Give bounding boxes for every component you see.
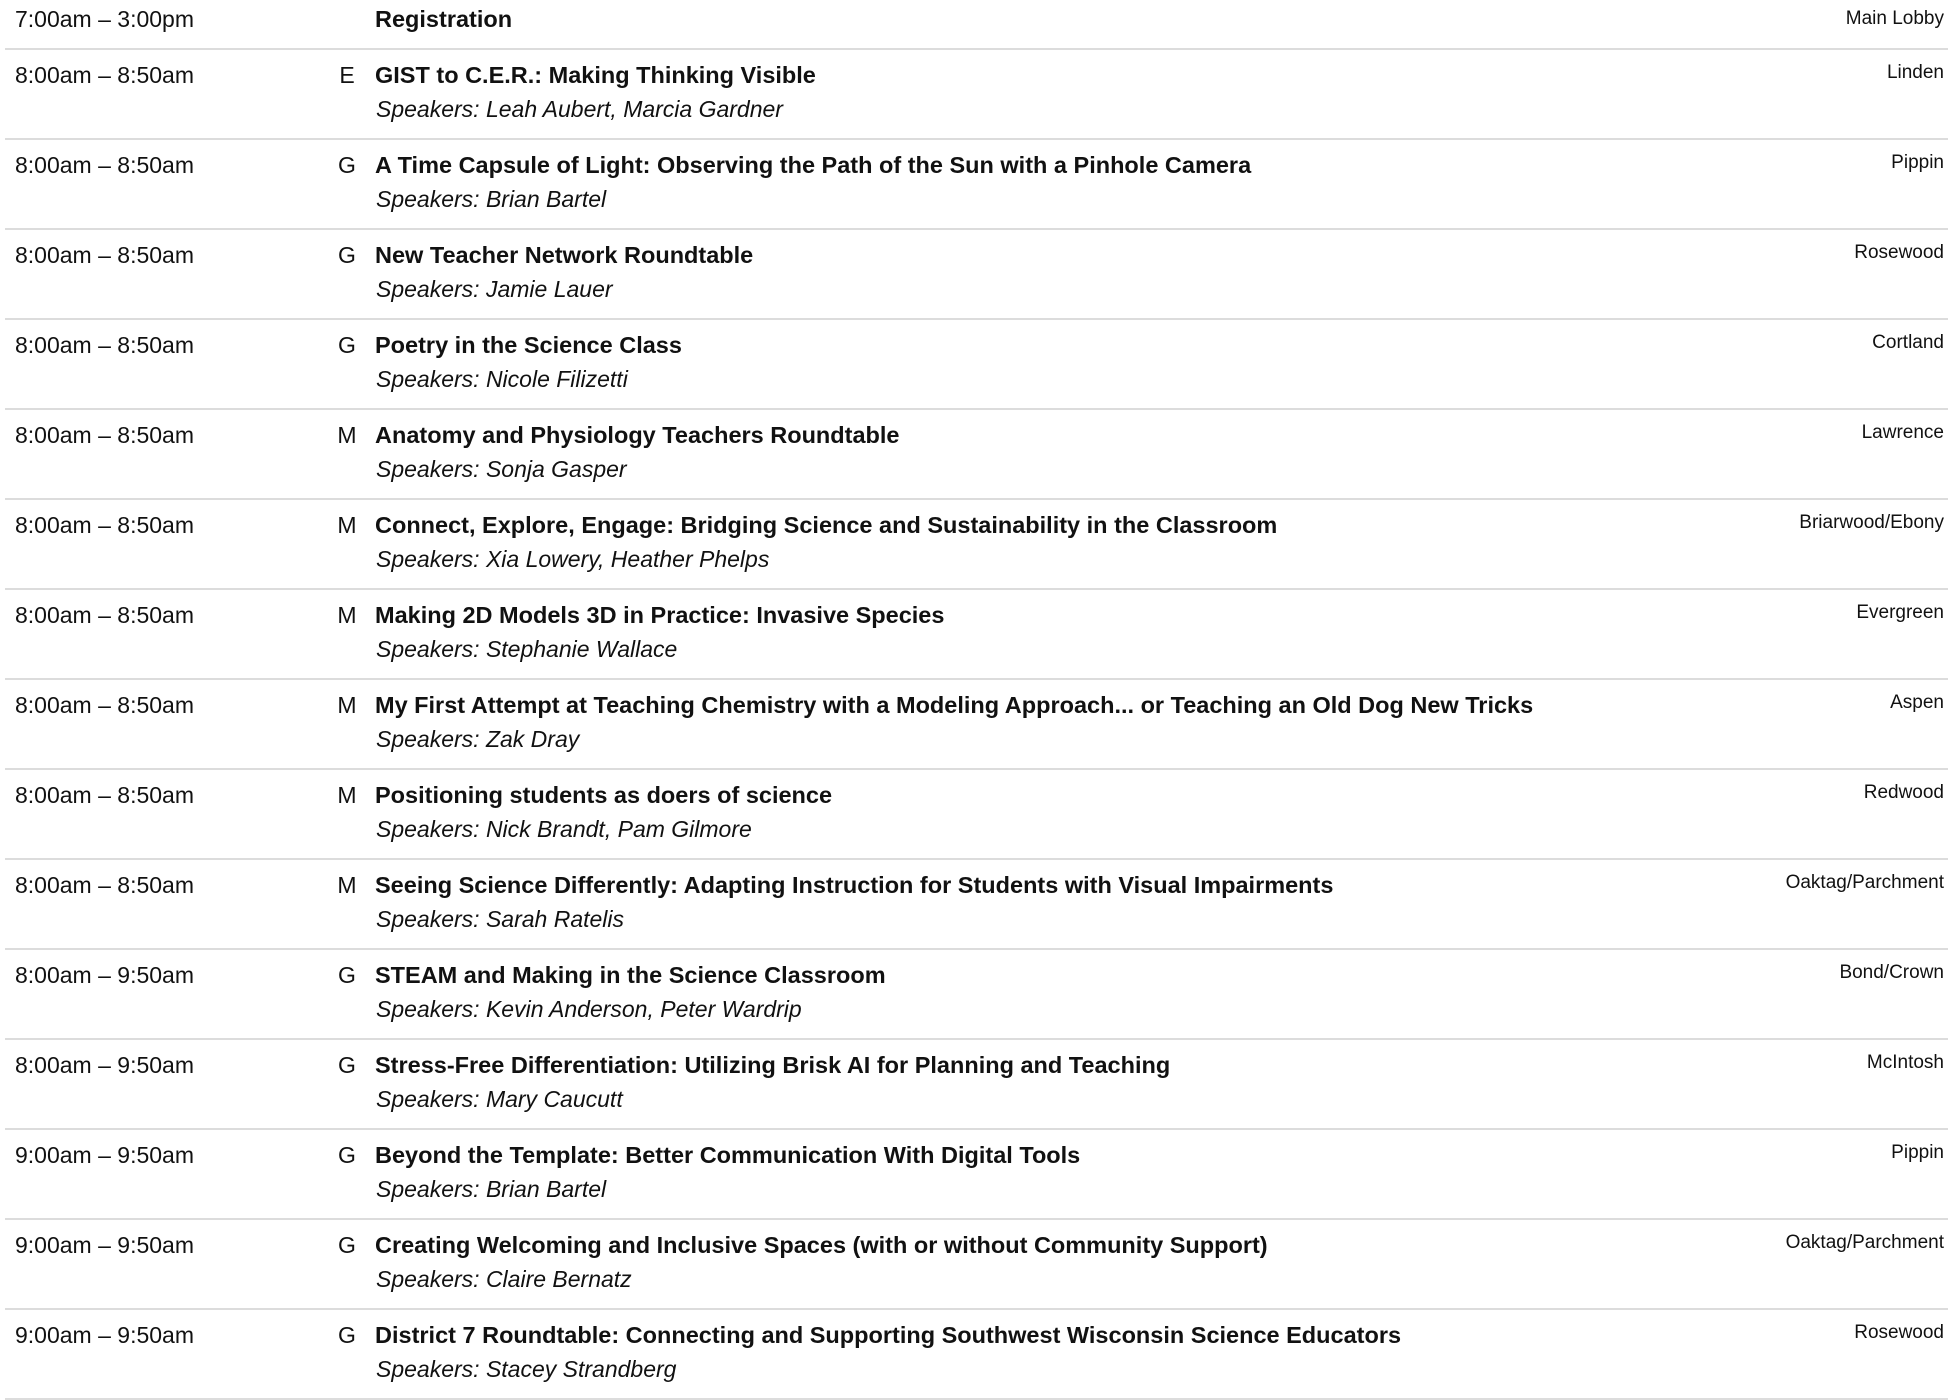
session-speakers: Speakers: Stephanie Wallace	[376, 636, 678, 662]
session-row[interactable]	[5, 410, 1948, 500]
session-title[interactable]: Stress-Free Differentiation: Utilizing Brisk AI for Planning and Teaching	[375, 1052, 1171, 1078]
session-row[interactable]	[5, 1130, 1948, 1220]
session-title[interactable]: Registration	[375, 6, 513, 32]
session-level: G	[338, 242, 356, 268]
session-row[interactable]	[5, 1220, 1948, 1310]
session-level: M	[337, 872, 357, 898]
session-room: Lawrence	[1861, 422, 1944, 443]
session-room: Aspen	[1890, 692, 1944, 713]
session-speakers: Speakers: Brian Bartel	[376, 1176, 607, 1202]
session-room: Cortland	[1872, 332, 1944, 353]
session-title[interactable]: New Teacher Network Roundtable	[375, 242, 754, 268]
session-title[interactable]: Anatomy and Physiology Teachers Roundtable	[375, 422, 900, 448]
session-row[interactable]	[5, 950, 1948, 1040]
session-speakers: Speakers: Stacey Strandberg	[376, 1356, 677, 1382]
session-speakers: Speakers: Nicole Filizetti	[376, 366, 628, 392]
session-title[interactable]: My First Attempt at Teaching Chemistry with a Modeling Approach... or Teaching an Old Dog New Tricks	[375, 692, 1534, 718]
session-time: 8:00am – 8:50am	[15, 602, 195, 628]
session-room: Evergreen	[1856, 602, 1944, 623]
session-row[interactable]	[5, 140, 1948, 230]
session-level: M	[337, 602, 357, 628]
session-time: 9:00am – 9:50am	[15, 1322, 195, 1348]
session-title[interactable]: Seeing Science Differently: Adapting Instruction for Students with Visual Impairments	[375, 872, 1334, 898]
session-speakers: Speakers: Kevin Anderson, Peter Wardrip	[376, 996, 802, 1022]
session-title[interactable]: GIST to C.E.R.: Making Thinking Visible	[375, 62, 816, 88]
session-room: Pippin	[1891, 152, 1944, 173]
session-speakers: Speakers: Leah Aubert, Marcia Gardner	[376, 96, 783, 122]
session-row[interactable]	[5, 500, 1948, 590]
session-title[interactable]: District 7 Roundtable: Connecting and Supporting Southwest Wisconsin Science Educators	[375, 1322, 1402, 1348]
session-row[interactable]	[5, 1310, 1948, 1400]
session-speakers: Speakers: Sonja Gasper	[376, 456, 627, 482]
session-room: Redwood	[1863, 782, 1944, 803]
session-speakers: Speakers: Zak Dray	[376, 726, 580, 752]
session-level: M	[337, 422, 357, 448]
session-room: Linden	[1886, 62, 1944, 83]
session-title[interactable]: Creating Welcoming and Inclusive Spaces (with or without Community Support)	[375, 1232, 1268, 1258]
session-time: 8:00am – 8:50am	[15, 152, 195, 178]
session-time: 8:00am – 8:50am	[15, 512, 195, 538]
session-row[interactable]	[5, 860, 1948, 950]
session-time: 8:00am – 8:50am	[15, 62, 195, 88]
session-time: 8:00am – 8:50am	[15, 692, 195, 718]
session-level: G	[338, 152, 356, 178]
session-title[interactable]: Poetry in the Science Class	[375, 332, 682, 358]
session-time: 7:00am – 3:00pm	[15, 6, 195, 32]
session-level: G	[338, 1142, 356, 1168]
session-time: 8:00am – 8:50am	[15, 872, 195, 898]
session-row[interactable]	[5, 590, 1948, 680]
session-time: 8:00am – 9:50am	[15, 1052, 195, 1078]
session-speakers: Speakers: Mary Caucutt	[376, 1086, 623, 1112]
session-time: 9:00am – 9:50am	[15, 1142, 195, 1168]
session-room: Briarwood/Ebony	[1799, 512, 1944, 533]
session-level: M	[337, 782, 357, 808]
session-time: 8:00am – 9:50am	[15, 962, 195, 988]
session-room: Oaktag/Parchment	[1785, 872, 1944, 893]
session-title[interactable]: A Time Capsule of Light: Observing the Path of the Sun with a Pinhole Camera	[375, 152, 1252, 178]
session-speakers: Speakers: Sarah Ratelis	[376, 906, 625, 932]
session-speakers: Speakers: Claire Bernatz	[376, 1266, 632, 1292]
session-row[interactable]	[5, 1040, 1948, 1130]
session-room: McIntosh	[1866, 1052, 1944, 1073]
session-room: Bond/Crown	[1839, 962, 1944, 983]
session-time: 8:00am – 8:50am	[15, 242, 195, 268]
session-speakers: Speakers: Xia Lowery, Heather Phelps	[376, 546, 770, 572]
session-row[interactable]	[5, 680, 1948, 770]
session-title[interactable]: Making 2D Models 3D in Practice: Invasive Species	[375, 602, 945, 628]
session-level: G	[338, 1322, 356, 1348]
session-row[interactable]	[5, 770, 1948, 860]
session-speakers: Speakers: Nick Brandt, Pam Gilmore	[376, 816, 752, 842]
session-speakers: Speakers: Brian Bartel	[376, 186, 607, 212]
session-room: Pippin	[1891, 1142, 1944, 1163]
session-time: 9:00am – 9:50am	[15, 1232, 195, 1258]
session-title[interactable]: STEAM and Making in the Science Classroom	[375, 962, 886, 988]
session-title[interactable]: Beyond the Template: Better Communication With Digital Tools	[375, 1142, 1081, 1168]
session-title[interactable]: Positioning students as doers of science	[375, 782, 833, 808]
session-level: G	[338, 1232, 356, 1258]
session-row[interactable]	[5, 50, 1948, 140]
session-level: M	[337, 692, 357, 718]
session-time: 8:00am – 8:50am	[15, 782, 195, 808]
session-level: G	[338, 332, 356, 358]
session-time: 8:00am – 8:50am	[15, 422, 195, 448]
session-level: G	[338, 962, 356, 988]
session-level: M	[337, 512, 357, 538]
session-title[interactable]: Connect, Explore, Engage: Bridging Science and Sustainability in the Classroom	[375, 512, 1278, 538]
session-speakers: Speakers: Jamie Lauer	[376, 276, 613, 302]
session-level: E	[339, 62, 355, 88]
session-room: Main Lobby	[1845, 8, 1944, 29]
session-level: G	[338, 1052, 356, 1078]
session-room: Oaktag/Parchment	[1785, 1232, 1944, 1253]
session-room: Rosewood	[1854, 1322, 1944, 1343]
session-row[interactable]	[5, 230, 1948, 320]
session-room: Rosewood	[1854, 242, 1944, 263]
session-row[interactable]	[5, 0, 1948, 50]
session-row[interactable]	[5, 320, 1948, 410]
session-time: 8:00am – 8:50am	[15, 332, 195, 358]
